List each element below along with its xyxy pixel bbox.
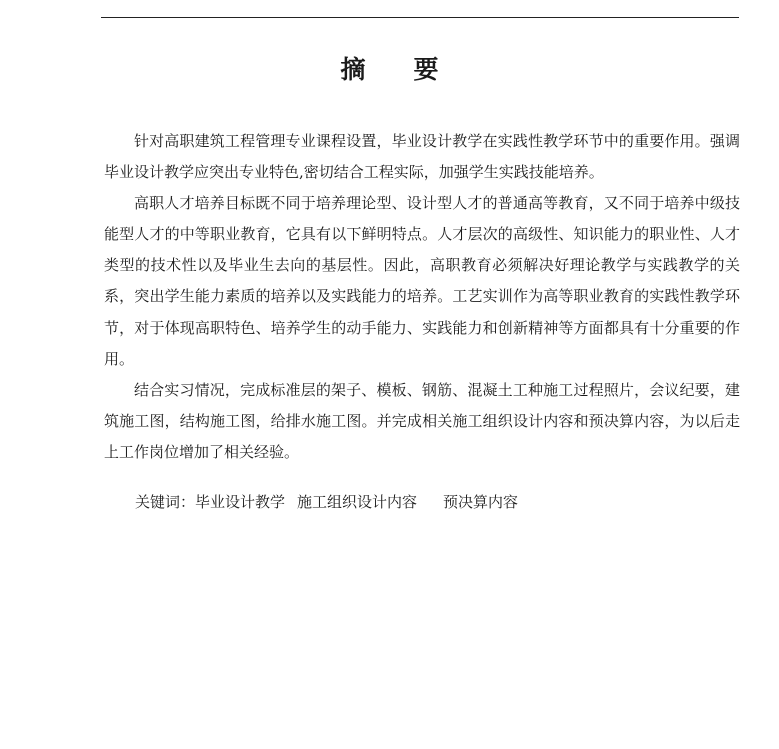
title-char-1: 摘 xyxy=(340,55,366,84)
keywords-line xyxy=(135,490,518,514)
abstract-paragraph-1: 针对高职建筑工程管理专业课程设置，毕业设计教学在实践性教学环节中的重要作用。强调毕业设计教学应突出专业特色,密切结合工程实际，加强学生实践技能培养。 xyxy=(104,132,740,182)
title-char-2: 要 xyxy=(413,55,439,84)
abstract-body xyxy=(104,126,740,468)
keyword-item: 施工组织设计内容 xyxy=(297,493,418,511)
header-rule xyxy=(101,17,739,18)
keyword-item: 毕业设计教学 xyxy=(195,493,286,511)
keyword-item: 预决算内容 xyxy=(443,493,519,511)
page-title xyxy=(0,50,779,86)
abstract-paragraph-3: 结合实习情况，完成标准层的架子、模板、钢筋、混凝土工种施工过程照片，会议纪要，建筑施工图，结构施工图，给排水施工图。并完成相关施工组织设计内容和预决算内容，为以后走上工作岗位增加了相关经验。 xyxy=(104,380,740,461)
keywords-label: 关键词： xyxy=(135,493,196,511)
abstract-paragraph-2: 高职人才培养目标既不同于培养理论型、设计型人才的普通高等教育，又不同于培养中级技能型人才的中等职业教育，它具有以下鲜明特点。人才层次的高级性、知识能力的职业性、人才类型的技术性以及毕业生去向的基层性。因此，高职教育必须解决好理论教学与实践教学的关系，突出学生能力素质的培养以及实践能力的培养。工艺实训作为高等职业教育的实践性教学环节，对于体现高职特色、培养学生的动手能力、实践能力和创新精神等方面都具有十分重要的作用。 xyxy=(104,194,740,368)
